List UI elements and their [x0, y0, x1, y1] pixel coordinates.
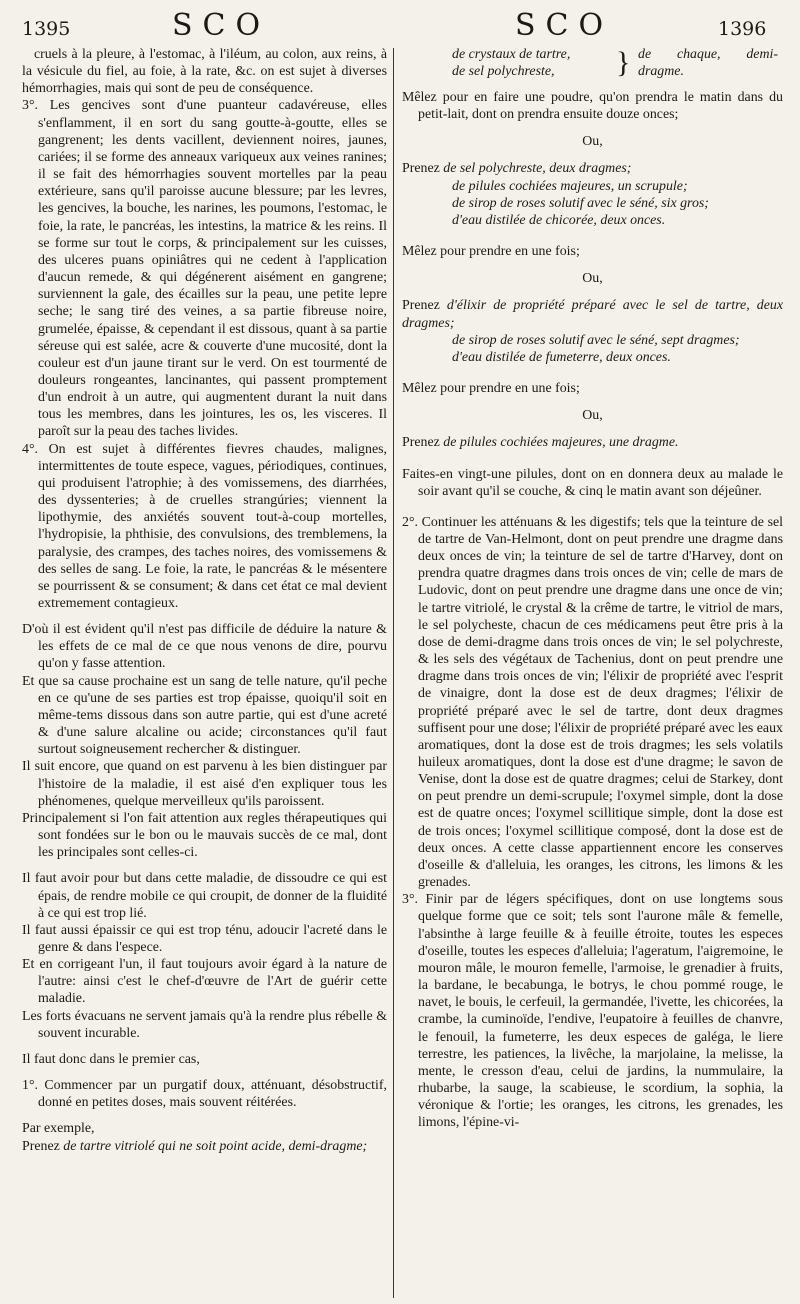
- paragraph: Il faut donc dans le premier cas,: [22, 1051, 200, 1067]
- page-number-right: 1396: [718, 18, 767, 40]
- alternative-marker: Ou,: [582, 134, 603, 150]
- paragraph: Et que sa cause prochaine est un sang de telle nature, qu'il peche en ce qu'une de ses parties est trop épaisse, quoiqu'il soit en même-tems dissous dans son autre partie, qui est d'une acreté & d'une salure alcaline ou acide; circonstances qu'il faut surtout soigneusement rechercher & distinguer.: [22, 673, 387, 758]
- numbered-paragraph: 4°. On est sujet à différentes fievres chaudes, malignes, intermittentes de toute espece, vagues, périodiques, continues, qui produisent l'atrophie; à des vomissemens, des diarrhées, des dyssenteries; à de cruelles strangúries; viennent la lipothymie, des anxiétés souvent tout-à-coup mortelles, l'hydropisie, la phthisie, des convulsions, des tremblemens, la paralysie, des crampes, des taches noires, des vomissemens & des selles de sang. Le foie, la rate, le pancréas & le mésentere se pourrissent & se consument; & dans cet état ce mal devient extremement contagieux.: [22, 441, 387, 611]
- paragraph: Mêlez pour prendre en une fois;: [402, 381, 580, 397]
- column-divider: [393, 48, 394, 1298]
- prescription-ingredient: d'eau distilée de fumeterre, deux onces.: [452, 349, 671, 365]
- prescription-ingredient: d'élixir de propriété préparé avec le sel de tartre, deux dragmes;: [402, 298, 783, 331]
- prescription-ingredient: de pilules cochiées majeures, une dragme.: [443, 435, 679, 451]
- running-head-right: SCO: [515, 8, 614, 43]
- paragraph: Il suit encore, que quand on est parvenu à les bien distinguer par l'histoire de la maladie, il est aisé d'en expliquer tous les phénomenes, quelque merveilleux qu'ils paroissent.: [22, 759, 387, 809]
- prescription: [22, 1138, 387, 1155]
- prescription-lead: Prenez: [402, 298, 440, 314]
- paragraph: Il faut aussi épaissir ce qui est trop ténu, adoucir l'acreté dans le genre & dans l'espece.: [22, 922, 387, 955]
- paragraph: Faites-en vingt-une pilules, dont on en donnera deux au malade le soir avant qu'il se couche, & cinq le matin avant son déjeûner.: [402, 466, 783, 499]
- paragraph: Mêlez pour en faire une poudre, qu'on prendra le matin dans du petit-lait, dont on prendra ensuite douze onces;: [402, 90, 783, 123]
- prescription: [402, 297, 783, 331]
- numbered-paragraph: 2°. Continuer les atténuans & les digestifs; tels que la teinture de sel de tartre de Van-Helmont, dont on peut prendre une dragme dans deux onces de vin; la teinture de sel de tartre d'Harvey, dont on prendra quatre dragmes dans trois onces de vin; celle de mars de Ludovic, dont on peut prendre une dragme dans une once de vin; le tartre vitriolé, le crystal & la crême de tartre, le vitriol de mars, le sel polycheste, chacun de ces médicamens peut être pris à la dose de demi-dragme dans trois onces de vin; le sel polychreste, & les sels des végétaux de Tachenius, dont on peut prendre une dragme dans trois onces de vin; l'élixir de propriété avec l'esprit de vinaigre, dont la dose est de deux dragmes; l'élixir de propriété préparé avec le sel de tartre, dont deux dragmes suffisent pour une dose; l'élixir de propriété préparé avec les eaux aromatiques, dont la dose est de trois dragmes; les sels volatils huileux aromatiques, dont la dose est d'une dragme; le savon de Venise, dont la dose est de quatre dragmes; celui de Starkey, dont on peut prendre un demi-scrupule; l'oxymel simple, dont la dose est de quatre onces; l'oxymel scillitique simple, dont la dose est de trois onces; l'oxymel scillitique composé, dont la dose est de deux onces. A cette classe appartiennent encore les conserves d'oseille & d'alleluia, les oranges, les citrons, les limons & les grenades.: [402, 514, 783, 891]
- numbered-paragraph: 3°. Les gencives sont d'une puanteur cadavéreuse, elles s'enflamment, il en sort du sang goutte-à-goutte, elles se gangrenent; les dents vacillent, deviennent noires, jaunes, cariées; il se forme des anneaux variqueux aux veines ranines; il se fait des hémorrhagies souvent mortelles par la peau extérieure, sans qu'il paroisse aucune blessure; par les levres, les gencives, la bouche, les narines, les poumons, l'estomac, le foie, la rate, le pancréas, les intestins, la matrice & les reins. Il se forme sur tout le corps, & principalement sur les cuisses, des ulceres puans opiniâtres qui ne cedent à l'application d'aucun remede, & qui dégénerent aisément en gangrene; surviennent la gale, des écailles sur la peau, une petite lepre seche; le sang tiré des veines, a sa partie fibreuse noire, grumelée, épaisse, & cependant il est dissous, quant à sa partie séreuse qui est salée, acre & couverte d'une mucosité, dont la couleur est d'un jaune tirant sur le verd. On est tourmenté de douleurs rongeantes, lancinantes, qui passent promptement d'un endroit à un autre, qui augmentent durant la nuit dans tous les membres, dans les jointures, les os, les visceres. Il paroît sur la peau des taches livides.: [22, 98, 387, 440]
- paragraph: Par exemple,: [22, 1121, 95, 1137]
- running-head-left: SCO: [172, 8, 271, 43]
- prescription-lead: Prenez: [402, 161, 440, 177]
- paragraph: Les forts évacuans ne servent jamais qu'à la rendre plus rébelle & souvent incurable.: [22, 1008, 387, 1041]
- paragraph: Et en corrigeant l'un, il faut toujours avoir égard à la nature de l'autre: ainsi c'est le chef-d'œuvre de l'Art de guérir cette maladie.: [22, 957, 387, 1007]
- prescription-ingredient: de sirop de roses solutif avec le séné, sept dragmes;: [452, 332, 740, 348]
- alternative-marker: Ou,: [582, 271, 603, 287]
- ingredient-quantity: de chaque, demi-dragme.: [638, 47, 778, 80]
- left-column: [22, 46, 387, 1298]
- prescription-ingredient: d'eau distilée de chicorée, deux onces.: [452, 212, 666, 228]
- alternative-marker: Ou,: [582, 408, 603, 424]
- ingredient-group: [402, 46, 783, 80]
- numbered-paragraph: 1°. Commencer par un purgatif doux, atténuant, désobstructif, donné en petites doses, mais souvent réitérées.: [22, 1078, 387, 1111]
- prescription-ingredient: de sel polychreste, deux dragmes;: [443, 161, 632, 177]
- page-number-left: 1395: [22, 18, 71, 40]
- prescription-lead: Prenez: [402, 435, 440, 451]
- prescription: [402, 434, 783, 451]
- prescription-ingredient: de tartre vitriolé qui ne soit point acide, demi-dragme;: [63, 1138, 368, 1154]
- paragraph: D'où il est évident qu'il n'est pas difficile de déduire la nature & les effets de ce mal de ce que nous venons de dire, pourvu qu'on y fasse attention.: [22, 622, 387, 672]
- ingredient-line: de sel polychreste,: [452, 64, 555, 79]
- right-column: [402, 46, 783, 1298]
- prescription-ingredient: de pilules cochiées majeures, un scrupule;: [452, 178, 688, 194]
- prescription-ingredient: de sirop de roses solutif avec le séné, six gros;: [452, 195, 709, 211]
- prescription: [402, 160, 783, 177]
- numbered-paragraph: 3°. Finir par de légers spécifiques, dont on use longtems sous quelque forme que ce soit; tels sont l'aurone mâle & femelle, l'absinthe à large feuille & à feuille étroite, toutes les especes d'oseille, toutes les especes d'alleluia; l'ageratum, l'aigremoine, le mouron mâle, le mouron femelle, l'armoise, le grenadier à fruits, la bardane, le becabunga, le botrys, le chou pommé rouge, le navet, le bouis, le cerfeuil, la germandée, l'ivette, les chicorées, la crambe, la cuminoïde, l'endive, l'eupatoire à feuilles de chanvre, le fenouil, la fumeterre, les deux especes de galéga, le liere terrestre, les patiences, la livêche, la marjolaine, la melisse, la mente, le cresson d'eau, celui de jardins, la nummulaire, la rhubarbe, la sauge, la scabieuse, le scordium, la sophia, la véronique & l'ortie; les oranges, les citrons, les grenades, les limons, l'épine-vi-: [402, 892, 783, 1131]
- paragraph: cruels à la pleure, à l'estomac, à l'iléum, au colon, aux reins, à la vésicule du fiel, au foie, à la rate, &c. on est sujet à diverses hémorrhagies, mais qui sont de peu de conséquence.: [22, 47, 387, 97]
- prescription-lead: Prenez: [22, 1138, 60, 1154]
- ingredient-line: de crystaux de tartre,: [452, 47, 571, 62]
- paragraph: Principalement si l'on fait attention aux regles thérapeutiques qui sont fondées sur le bon ou le mauvais succès de ce mal, dont les principales sont celles-ci.: [22, 810, 387, 861]
- paragraph: Mêlez pour prendre en une fois;: [402, 244, 580, 260]
- brace-glyph: }: [616, 46, 631, 79]
- paragraph: Il faut avoir pour but dans cette maladie, de dissoudre ce qui est épais, de rendre mobile ce qui croupit, de donner de la fluidité à ce qui est trop lié.: [22, 871, 387, 921]
